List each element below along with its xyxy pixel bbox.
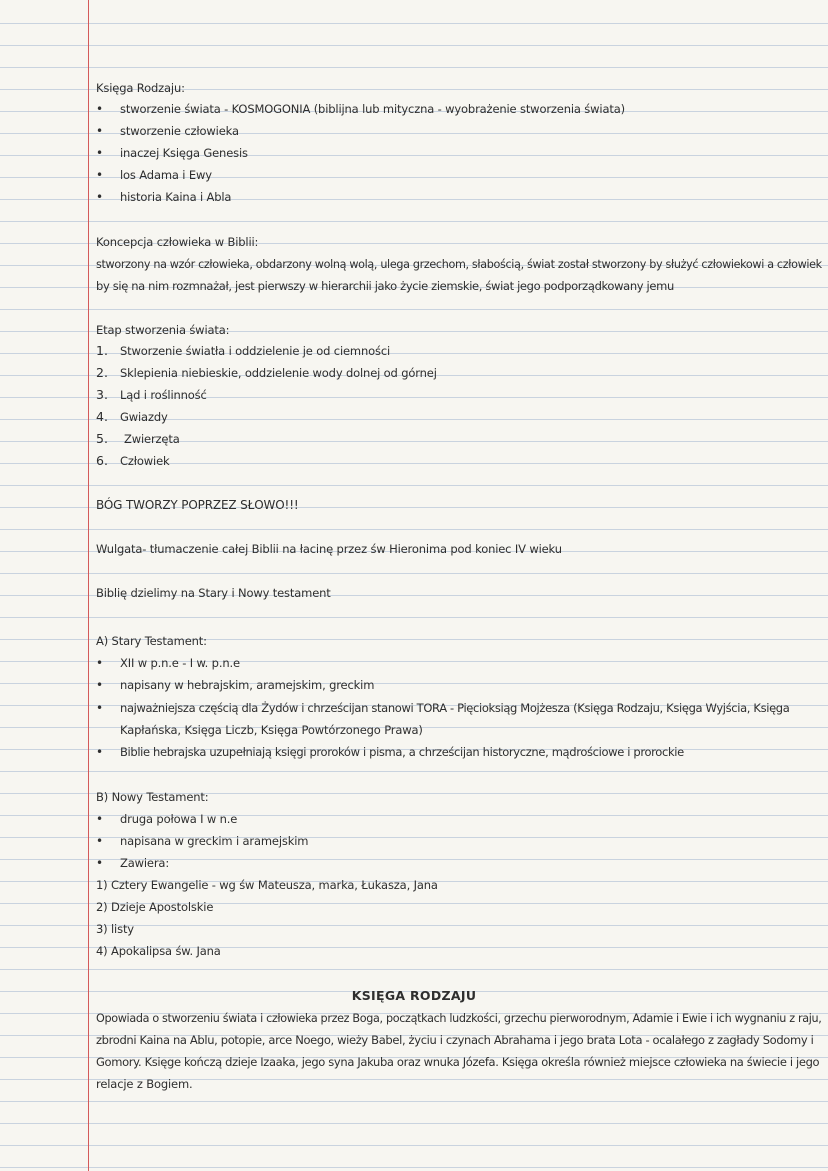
bullet-icon: •: [96, 701, 104, 715]
old-testament-continuation: Kapłańska, Księga Liczb, Księga Powtórzonego Prawa): [120, 723, 423, 737]
bullet-icon: •: [96, 834, 104, 848]
stage-number: 5.: [96, 431, 108, 446]
new-testament-content: 3) listy: [96, 922, 134, 936]
stage-number: 4.: [96, 409, 108, 424]
bullet-icon: •: [96, 168, 104, 182]
stage-number: 2.: [96, 365, 108, 380]
stage-number: 3.: [96, 387, 108, 402]
stage-item: Zwierzęta: [124, 432, 180, 446]
bible-division-text: Biblię dzielimy na Stary i Nowy testament: [96, 586, 331, 600]
old-testament-title: A) Stary Testament:: [96, 634, 207, 648]
bullet-icon: •: [96, 146, 104, 160]
old-testament-item: napisany w hebrajskim, aramejskim, greckim: [120, 678, 375, 692]
genesis-item: los Adama i Ewy: [120, 168, 212, 182]
new-testament-item: napisana w greckim i aramejskim: [120, 834, 309, 848]
stage-number: 1.: [96, 343, 108, 358]
new-testament-content: 1) Cztery Ewangelie - wg św Mateusza, marka, Łukasza, Jana: [96, 878, 438, 892]
vulgate-text: Wulgata- tłumaczenie całej Biblii na łacinę przez św Hieronima pod koniec IV wieku: [96, 542, 562, 556]
new-testament-content: 4) Apokalipsa św. Jana: [96, 944, 221, 958]
bullet-icon: •: [96, 124, 104, 138]
genesis-summary-line: relacje z Bogiem.: [96, 1077, 193, 1091]
new-testament-item: Zawiera:: [120, 856, 170, 870]
genesis-item: inaczej Księga Genesis: [120, 146, 248, 160]
bullet-icon: •: [96, 656, 104, 670]
genesis-item: stworzenie świata - KOSMOGONIA (biblijna lub mityczna - wyobrażenie stworzenia świata): [120, 102, 625, 116]
new-testament-content: 2) Dzieje Apostolskie: [96, 900, 214, 914]
new-testament-item: druga połowa I w n.e: [120, 812, 238, 826]
genesis-summary-heading: KSIĘGA RODZAJU: [351, 988, 477, 1003]
genesis-title: Księga Rodzaju:: [96, 81, 185, 95]
genesis-summary-line: zbrodni Kaina na Ablu, potopie, arce Noego, wieży Babel, życiu i czynach Abrahama i jego brata Lota - ocalałego z zagłady Sodomy i: [96, 1033, 814, 1047]
emphasis-text: BÓG TWORZY POPRZEZ SŁOWO!!!: [96, 498, 299, 512]
genesis-summary-line: Opowiada o stworzeniu świata i człowieka przez Boga, początkach ludzkości, grzechu pierworodnym, Adamie i Ewie i ich wygnaniu z raju,: [96, 1011, 822, 1025]
genesis-item: stworzenie człowieka: [120, 124, 239, 138]
concept-title: Koncepcja człowieka w Biblii:: [96, 235, 259, 249]
stage-item: Stworzenie światła i oddzielenie je od ciemności: [120, 344, 391, 358]
genesis-summary-line: Gomory. Księge kończą dzieje Izaaka, jego syna Jakuba oraz wnuka Józefa. Księga określa również miejsce człowieka na świecie i jego: [96, 1055, 820, 1069]
bullet-icon: •: [96, 745, 104, 759]
stage-item: Ląd i roślinność: [120, 388, 207, 402]
stage-item: Sklepienia niebieskie, oddzielenie wody dolnej od górnej: [120, 366, 437, 380]
creation-stages-title: Etap stworzenia świata:: [96, 323, 230, 337]
concept-line: by się na nim rozmnażał, jest pierwszy w hierarchii jako życie ziemskie, świat jego podporządkowany jemu: [96, 279, 674, 293]
old-testament-item: najważniejsza częścią dla Żydów i chrześcijan stanowi TORA - Pięcioksiąg Mojżesza (Księga Rodzaju, Księga Wyjścia, Księga: [120, 701, 790, 715]
bullet-icon: •: [96, 856, 104, 870]
bullet-icon: •: [96, 812, 104, 826]
bullet-icon: •: [96, 190, 104, 204]
old-testament-item: XII w p.n.e - I w. p.n.e: [120, 656, 240, 670]
bullet-icon: •: [96, 678, 104, 692]
stage-number: 6.: [96, 453, 108, 468]
genesis-item: historia Kaina i Abla: [120, 190, 232, 204]
bullet-icon: •: [96, 102, 104, 116]
stage-item: Gwiazdy: [120, 410, 168, 424]
concept-line: stworzony na wzór człowieka, obdarzony wolną wolą, ulega grzechom, słabością, świat został stworzony by służyć człowiekowi a człowiek: [96, 257, 822, 271]
stage-item: Człowiek: [120, 454, 170, 468]
old-testament-item: Biblie hebrajska uzupełniają księgi proroków i pisma, a chrześcijan historyczne, mądrościowe i prorockie: [120, 745, 684, 759]
new-testament-title: B) Nowy Testament:: [96, 790, 209, 804]
